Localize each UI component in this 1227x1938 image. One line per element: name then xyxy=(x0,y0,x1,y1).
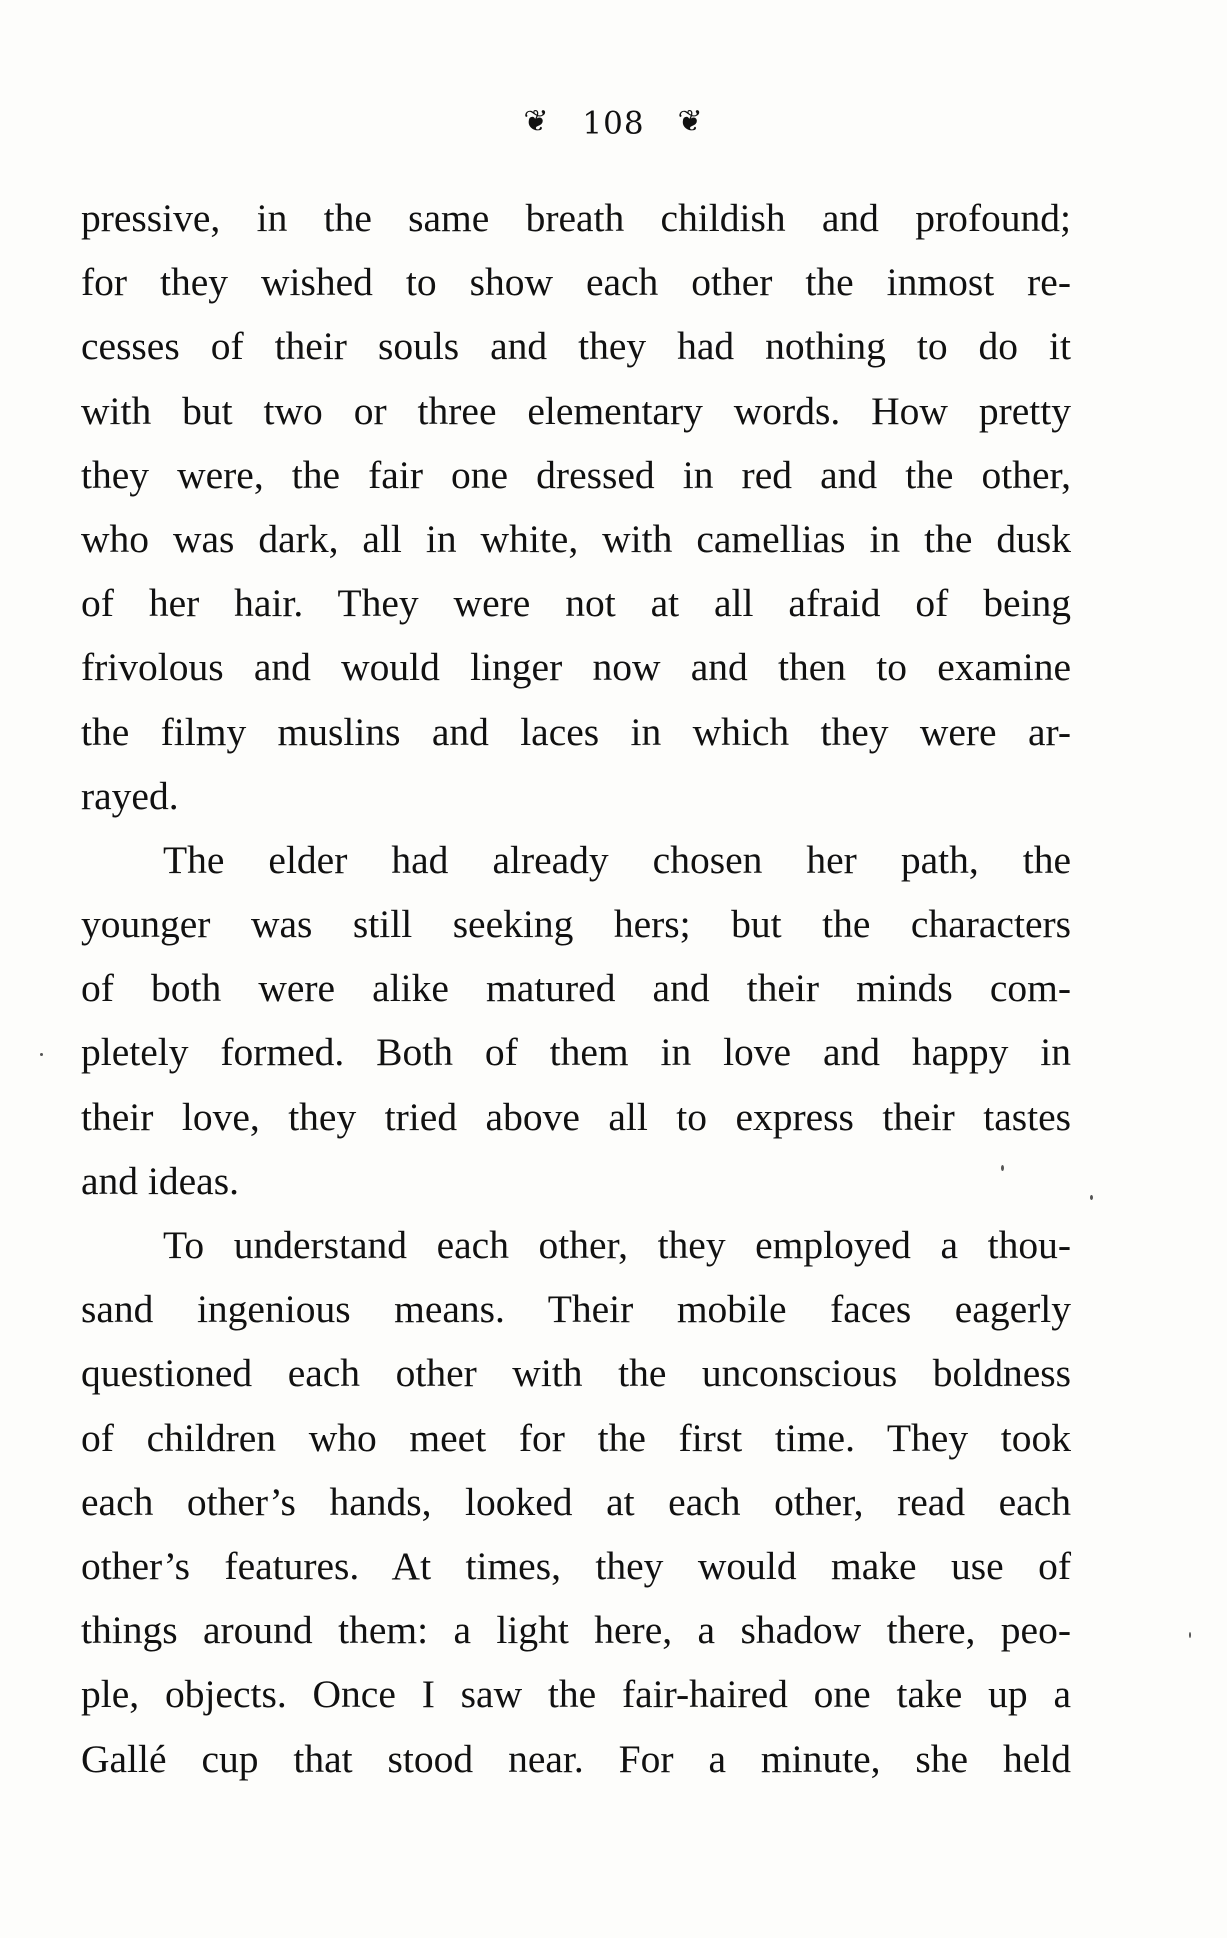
text-line: cesses of their souls and they had nothing to do it xyxy=(81,324,1071,369)
text-line: younger was still seeking hers; but the characters xyxy=(81,902,1071,947)
ornament-right-icon: ❦ xyxy=(677,103,704,139)
text-line: their love, they tried above all to express their tastes xyxy=(81,1094,1071,1139)
paragraph-2 xyxy=(81,828,1071,1213)
text-line: of her hair. They were not at all afraid of being xyxy=(81,581,1071,626)
text-line: of children who meet for the first time. They took xyxy=(81,1415,1071,1460)
text-line: other’s features. At times, they would make use of xyxy=(81,1543,1071,1588)
scan-speck xyxy=(40,1053,43,1056)
page-header xyxy=(0,102,1227,144)
text-line: The elder had already chosen her path, the xyxy=(163,837,1071,882)
text-line: and ideas. xyxy=(81,1158,239,1203)
text-line: questioned each other with the unconscious boldness xyxy=(81,1351,1071,1396)
scan-speck xyxy=(1090,1195,1093,1200)
text-line: pletely formed. Both of them in love and happy in xyxy=(81,1030,1071,1075)
page-body xyxy=(81,186,1071,1791)
text-line: Gallé cup that stood near. For a minute, she held xyxy=(81,1736,1071,1781)
ornament-left-icon: ❦ xyxy=(523,103,550,139)
text-line: the filmy muslins and laces in which they were ar- xyxy=(81,709,1071,754)
text-line: each other’s hands, looked at each other, read each xyxy=(81,1479,1071,1524)
page-number: 108 xyxy=(582,105,645,142)
text-line: ple, objects. Once I saw the fair-haired one take up a xyxy=(81,1672,1071,1717)
scan-speck xyxy=(1189,1632,1191,1638)
text-line: rayed. xyxy=(81,773,179,818)
text-line: they were, the fair one dressed in red and the other, xyxy=(81,452,1071,497)
text-line: To understand each other, they employed a thou- xyxy=(163,1223,1071,1267)
text-line: for they wished to show each other the inmost re- xyxy=(81,260,1071,305)
text-line: things around them: a light here, a shadow there, peo- xyxy=(81,1608,1071,1653)
paragraph-1 xyxy=(81,186,1071,828)
text-line: of both were alike matured and their minds com- xyxy=(81,966,1071,1011)
text-line: with but two or three elementary words. How pretty xyxy=(81,388,1071,433)
text-line: pressive, in the same breath childish and profound; xyxy=(81,196,1071,240)
text-line: frivolous and would linger now and then to examine xyxy=(81,645,1071,690)
paragraph-3 xyxy=(81,1213,1071,1791)
text-line: sand ingenious means. Their mobile faces eagerly xyxy=(81,1287,1071,1332)
scan-speck xyxy=(1001,1165,1004,1171)
text-line: who was dark, all in white, with camellias in the dusk xyxy=(81,516,1071,561)
